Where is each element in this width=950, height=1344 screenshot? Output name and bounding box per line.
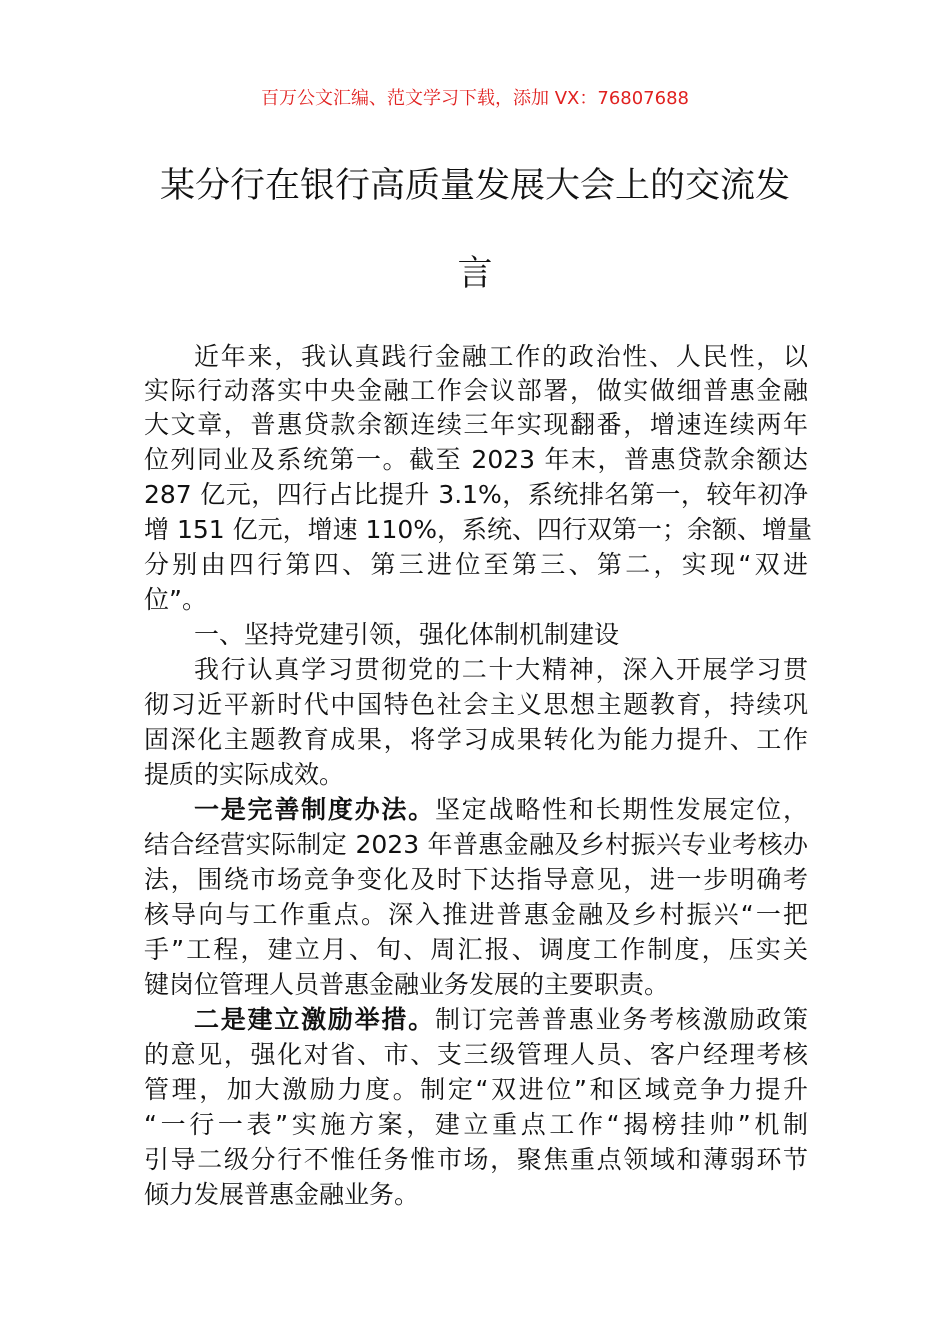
paragraph-3-first-rest: 坚定战略性和长期性发展定位，: [434, 795, 808, 824]
paragraph-4-line: 的意见，强化对省、市、支三级管理人员、客户经理考核: [144, 1040, 808, 1069]
paragraph-3-line: 结合经营实际制定 2023 年普惠金融及乡村振兴专业考核办: [144, 830, 808, 859]
paragraph-3-line: 法，围绕市场竞争变化及时下达指导意见，进一步明确考: [144, 865, 808, 894]
paragraph-2-line: 我行认真学习贯彻党的二十大精神，深入开展学习贯: [194, 655, 808, 684]
paragraph-4-line: 倾力发展普惠金融业务。: [144, 1180, 420, 1209]
paragraph-1-line: 近年来，我认真践行金融工作的政治性、人民性，以: [194, 342, 808, 371]
paragraph-2-line: 固深化主题教育成果，将学习成果转化为能力提升、工作: [144, 725, 808, 754]
paragraph-4-line: 管理，加大激励力度。制定“双进位”和区域竞争力提升: [144, 1075, 808, 1104]
paragraph-1-line: 实际行动落实中央金融工作会议部署，做实做细普惠金融: [144, 376, 808, 405]
paragraph-3-line: 手”工程，建立月、旬、周汇报、调度工作制度，压实关: [144, 935, 808, 964]
paragraph-4-line: 引导二级分行不惟任务惟市场，聚焦重点领域和薄弱环节: [144, 1145, 808, 1174]
paragraph-4-line: “一行一表”实施方案，建立重点工作“揭榜挂帅”机制: [144, 1110, 808, 1139]
paragraph-1-line: 287 亿元，四行占比提升 3.1%，系统排名第一，较年初净: [144, 480, 808, 509]
paragraph-1-line: 位”。: [144, 585, 207, 614]
paragraph-3-first-line: [144, 793, 808, 827]
paragraph-3-lead: 一是完善制度办法。: [194, 795, 435, 824]
document-title-line-2: 言: [457, 254, 493, 294]
paragraph-2-line: 提质的实际成效。: [144, 760, 345, 789]
paragraph-1-line: 分别由四行第四、第三进位至第三、第二，实现“双进: [144, 550, 808, 579]
paragraph-3-line: 键岗位管理人员普惠金融业务发展的主要职责。: [144, 970, 670, 999]
paragraph-2-line: 彻习近平新时代中国特色社会主义思想主题教育，持续巩: [144, 690, 808, 719]
section-heading: 一、坚持党建引领，强化体制机制建设: [194, 620, 620, 649]
paragraph-1-line: 增 151 亿元，增速 110%，系统、四行双第一；余额、增量: [144, 515, 813, 544]
paragraph-4-first-line: [144, 1003, 808, 1037]
paragraph-3-line: 核导向与工作重点。深入推进普惠金融及乡村振兴“一把: [144, 900, 808, 929]
paragraph-1-line: 大文章，普惠贷款余额连续三年实现翻番，增速连续两年: [144, 410, 808, 439]
paragraph-4-lead: 二是建立激励举措。: [194, 1005, 435, 1034]
paragraph-1-line: 位列同业及系统第一。截至 2023 年末，普惠贷款余额达: [144, 445, 808, 474]
watermark-banner: 百万公文汇编、范文学习下载，添加 VX：76807688: [261, 88, 689, 109]
paragraph-4-first-rest: 制订完善普惠业务考核激励政策: [434, 1005, 808, 1034]
document-title-line-1: 某分行在银行高质量发展大会上的交流发: [159, 166, 790, 206]
